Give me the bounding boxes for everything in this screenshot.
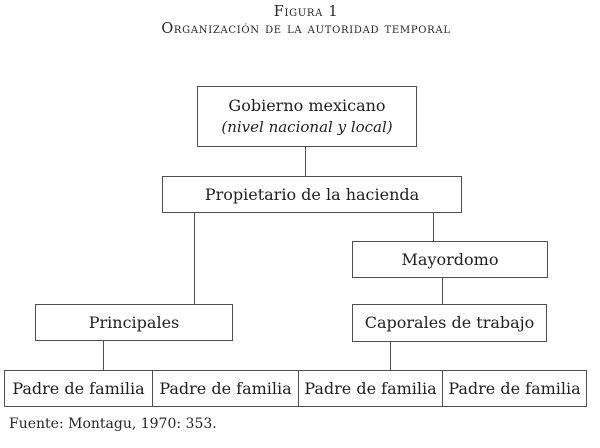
node-mayordomo-label: Mayordomo [401,249,499,269]
node-principales-label: Principales [88,312,180,332]
figure-title: Figura 1 [273,4,339,20]
node-caporales-label: Caporales de trabajo [364,313,535,332]
node-mayordomo [352,241,548,278]
connector-principales-padres [103,340,104,371]
connector-caporales-padres [390,341,391,371]
source-note: Fuente: Montagu, 1970: 353. [9,416,217,432]
node-padre-familia-2: Padre de familia [153,371,299,406]
connector-propietario-principales [194,212,195,305]
node-padre-familia-4: Padre de familia [448,379,581,398]
connector-gobierno-propietario [305,146,306,177]
connector-propietario-mayordomo [433,212,434,242]
node-gobierno-sublabel: (nivel nacional y local) [221,118,393,137]
node-padre-familia-3: Padre de familia [299,371,443,406]
connector-mayordomo-caporales [442,277,443,305]
padre-de-familia-row [4,370,587,407]
node-gobierno-mexicano [197,86,417,147]
node-principales [35,304,233,341]
node-propietario-hacienda [162,176,462,213]
node-caporales-trabajo [352,304,547,342]
node-gobierno-label: Gobierno mexicano [228,95,386,115]
node-padre-familia-1: Padre de familia [5,371,153,406]
node-propietario-label: Propietario de la hacienda [204,184,420,204]
figure-subtitle: Organización de la autoridad temporal [161,21,451,37]
